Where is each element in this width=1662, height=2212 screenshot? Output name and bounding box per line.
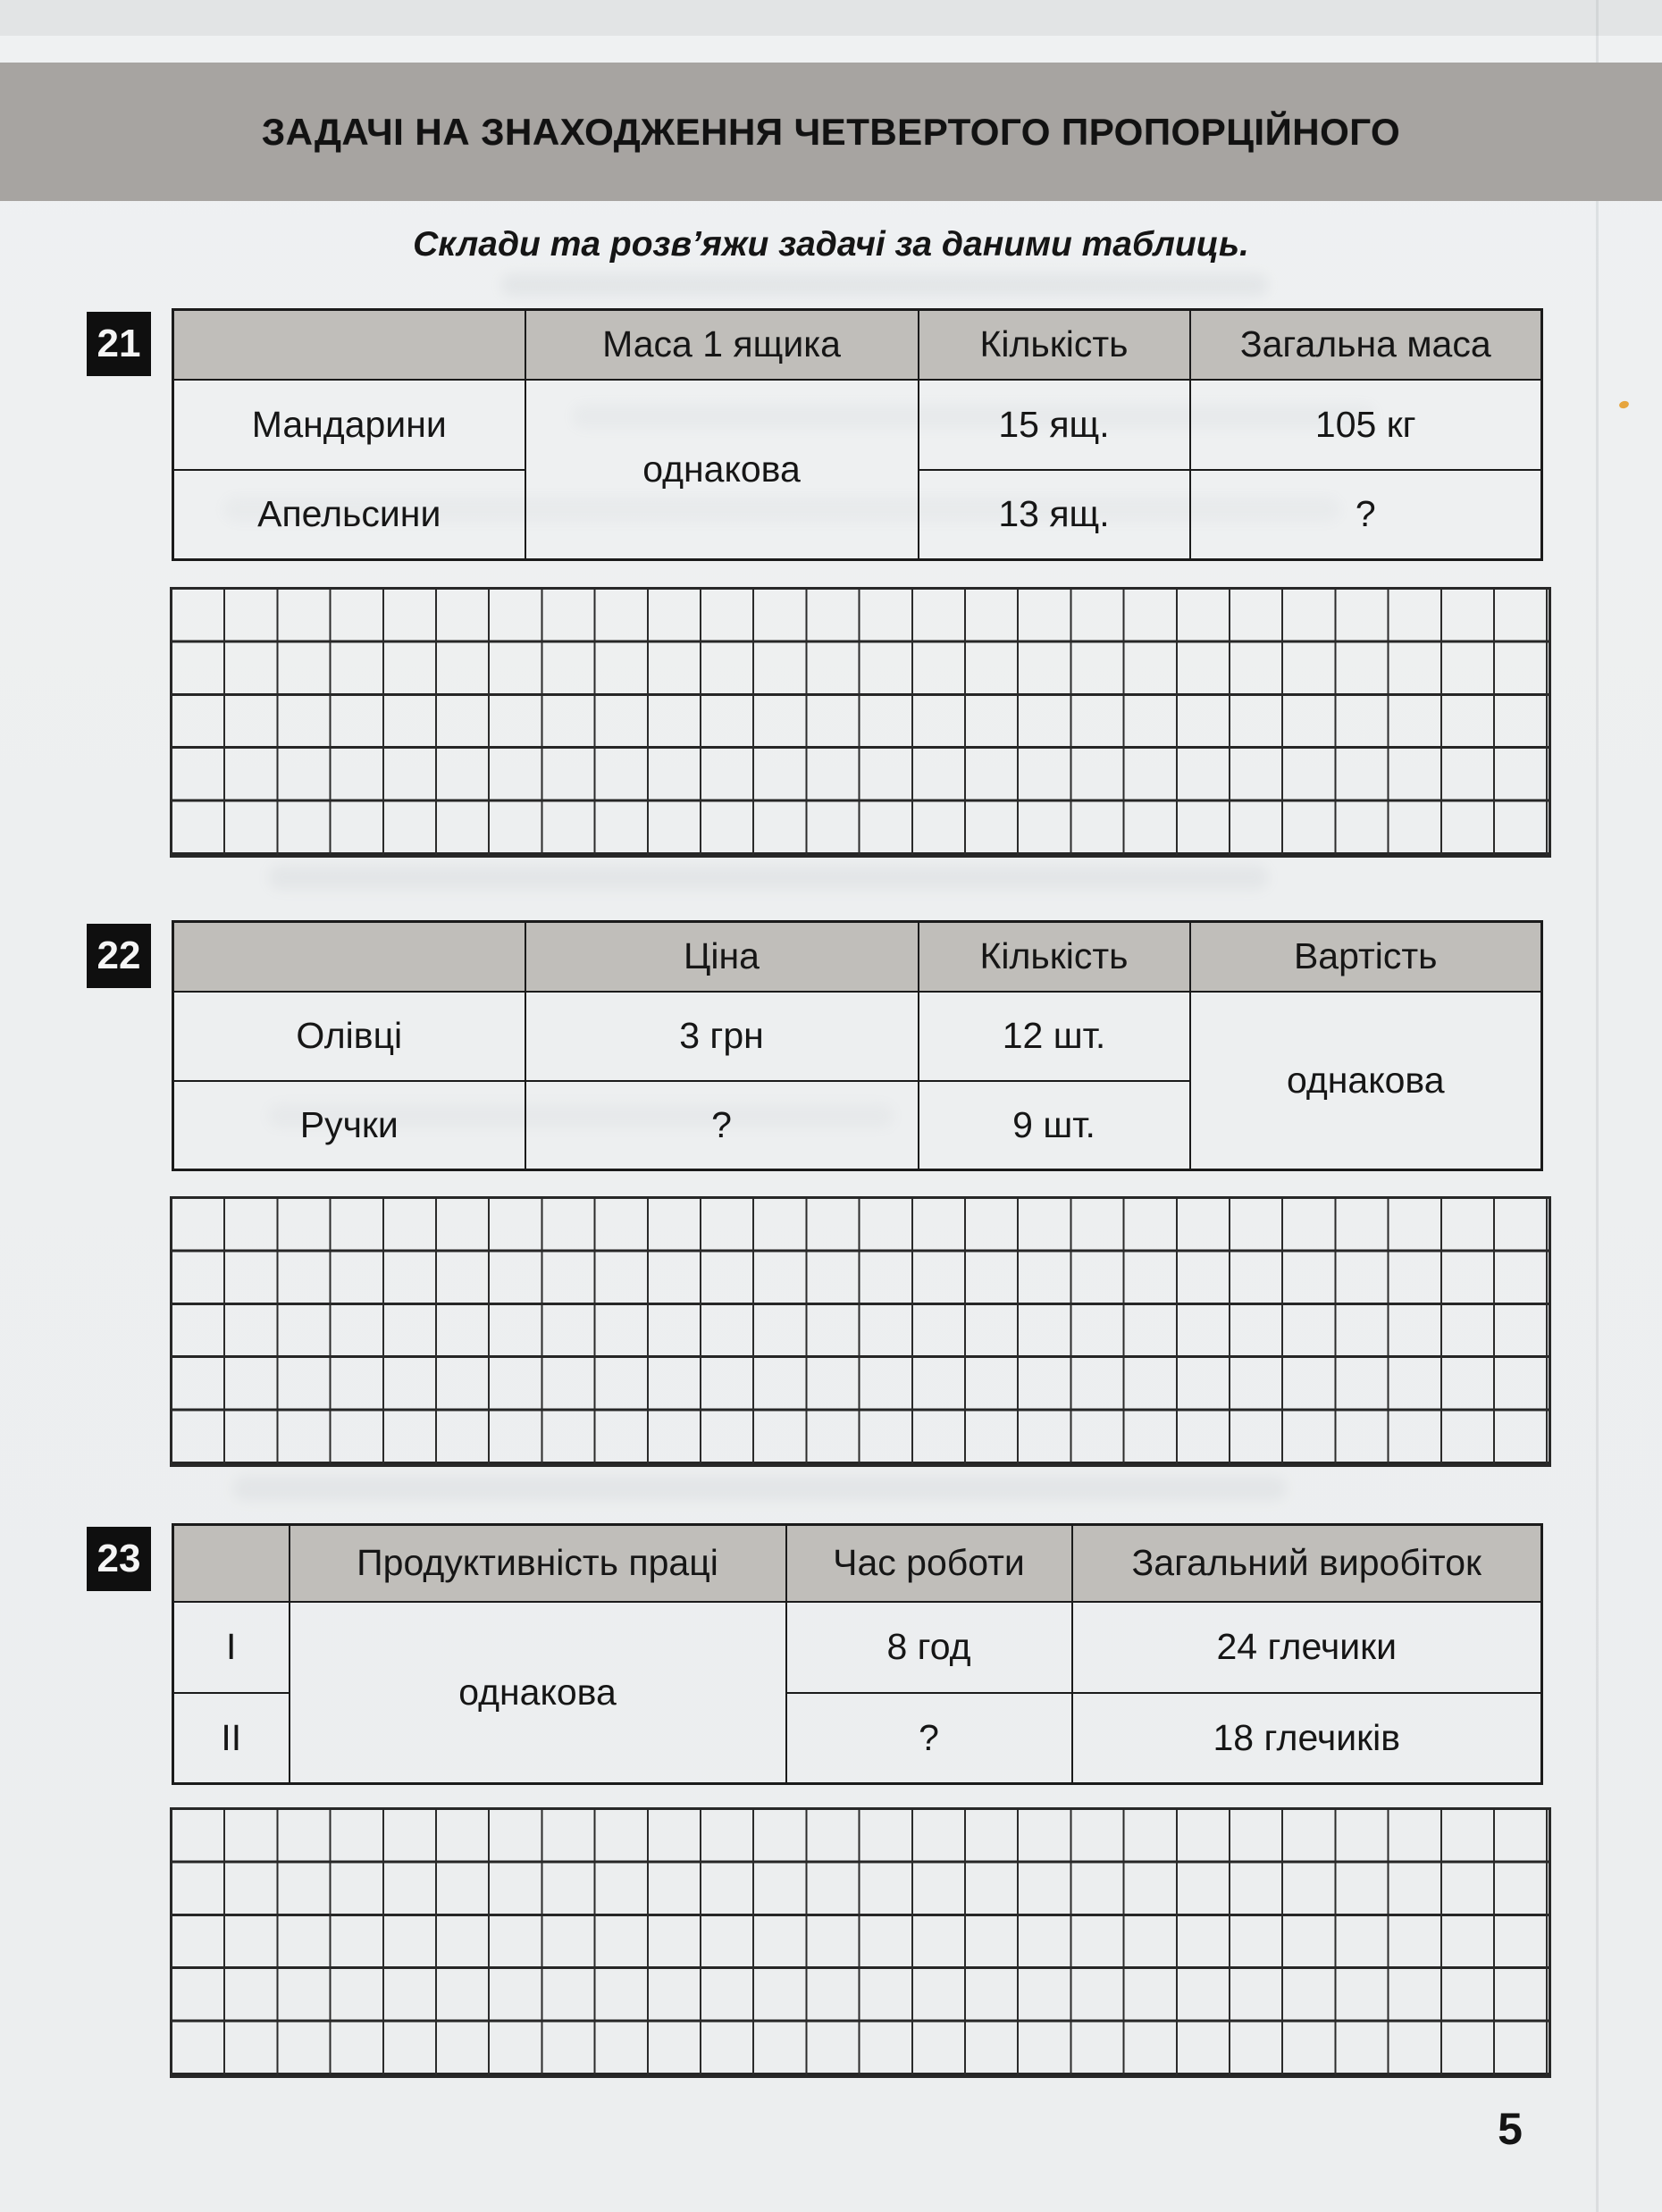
table-cell: Мандарини <box>173 380 525 470</box>
table-cell-merged: однакова <box>525 380 919 560</box>
table-cell: ? <box>1190 470 1542 560</box>
chapter-header-band <box>0 63 1662 201</box>
table-cell: 105 кг <box>1190 380 1542 470</box>
table-row <box>173 1602 1542 1693</box>
table-header-cell: Загальний виробіток <box>1072 1525 1542 1602</box>
table-header-cell: Маса 1 ящика <box>525 310 919 380</box>
table-row <box>173 380 1542 470</box>
bleed-through-smudge <box>268 865 1269 890</box>
bleed-through-smudge <box>500 273 1269 297</box>
page-title: ЗАДАЧІ НА ЗНАХОДЖЕННЯ ЧЕТВЕРТОГО ПРОПОРЦІЙНОГО <box>261 110 1401 153</box>
table-header-cell: Кількість <box>919 922 1190 992</box>
table-cell: 3 грн <box>525 992 919 1081</box>
table-cell-merged: однакова <box>1190 992 1542 1170</box>
table-cell: II <box>173 1693 290 1784</box>
paper-crease <box>1596 0 1599 2212</box>
table-header-cell: Кількість <box>919 310 1190 380</box>
table-cell: 9 шт. <box>919 1081 1190 1170</box>
table-cell: ? <box>525 1081 919 1170</box>
table-cell: Ручки <box>173 1081 525 1170</box>
problem-22-table <box>172 920 1543 1171</box>
table-cell: 18 глечиків <box>1072 1693 1542 1784</box>
table-cell: ? <box>786 1693 1072 1784</box>
page-top-scan-strip <box>0 0 1662 36</box>
problem-number-badge <box>87 312 151 376</box>
table-row <box>173 992 1542 1081</box>
table-cell: 15 ящ. <box>919 380 1190 470</box>
table-cell: I <box>173 1602 290 1693</box>
table-cell: 24 глечики <box>1072 1602 1542 1693</box>
table-cell: 12 шт. <box>919 992 1190 1081</box>
page-number: 5 <box>1498 2104 1523 2154</box>
table-header-cell <box>173 922 525 992</box>
edge-mark <box>1618 400 1630 410</box>
solution-grid <box>170 1196 1551 1467</box>
problem-number: 23 <box>97 1537 141 1580</box>
table-header-cell <box>173 310 525 380</box>
table-header-cell: Вартість <box>1190 922 1542 992</box>
problem-number-badge <box>87 1527 151 1591</box>
table-cell: Апельсини <box>173 470 525 560</box>
bleed-through-smudge <box>232 1476 1287 1501</box>
problem-number: 22 <box>97 934 141 977</box>
table-header-cell: Ціна <box>525 922 919 992</box>
problem-number: 21 <box>97 322 141 365</box>
table-header-cell <box>173 1525 290 1602</box>
problem-21-table <box>172 308 1543 561</box>
solution-grid <box>170 587 1551 858</box>
instruction-text: Склади та розв’яжи задачі за даними таблиць. <box>413 225 1249 264</box>
problem-23-table <box>172 1523 1543 1785</box>
table-cell-merged: однакова <box>290 1602 786 1784</box>
table-header-cell: Час роботи <box>786 1525 1072 1602</box>
problem-number-badge <box>87 924 151 988</box>
table-header-cell: Продуктивність праці <box>290 1525 786 1602</box>
table-cell: 13 ящ. <box>919 470 1190 560</box>
table-cell: Олівці <box>173 992 525 1081</box>
solution-grid <box>170 1807 1551 2078</box>
table-cell: 8 год <box>786 1602 1072 1693</box>
table-header-cell: Загальна маса <box>1190 310 1542 380</box>
